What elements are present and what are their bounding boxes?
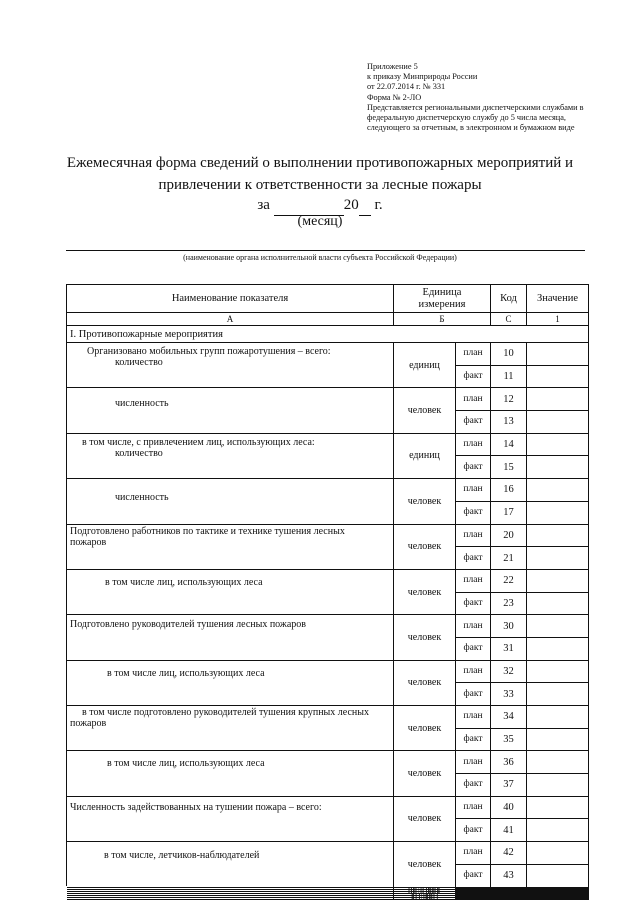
indicator-name-cell	[67, 479, 394, 524]
value-cell-fact[interactable]	[527, 774, 589, 797]
code-cell: 42	[491, 842, 527, 865]
fact-label-cell: факт	[456, 593, 491, 616]
annex-line: от 22.07.2014 г. № 331	[367, 82, 446, 92]
plan-label-cell: план	[456, 661, 491, 684]
indicator-name-line: в том числе, летчиков-наблюдателей	[104, 850, 260, 862]
code-cell: 36	[491, 751, 527, 774]
indicator-name-line: в том числе подготовлено руководителей тушения крупных лесных	[82, 707, 369, 718]
fact-label-cell: факт	[456, 638, 491, 661]
annex-line: к приказу Минприроды России	[367, 72, 478, 82]
indicator-name-cell	[67, 525, 394, 570]
period-year: 20	[343, 197, 359, 213]
indicators-table	[66, 284, 589, 886]
indicator-name-line: Подготовлено работников по тактике и технике тушения лесных	[70, 525, 345, 537]
value-cell-plan[interactable]	[527, 842, 589, 865]
fact-label-cell: факт	[456, 819, 491, 842]
fact-label-cell: факт	[456, 683, 491, 706]
plan-label-cell: план	[456, 797, 491, 820]
value-cell-plan[interactable]	[527, 479, 589, 502]
value-cell-plan[interactable]	[527, 661, 589, 684]
unit-cell: человек	[394, 706, 456, 751]
fact-label-cell	[456, 899, 491, 900]
code-cell: 33	[491, 683, 527, 706]
form-title-line-1: Ежемесячная форма сведений о выполнении противопожарных мероприятий и	[66, 155, 574, 171]
code-cell: 31	[491, 638, 527, 661]
fact-label-cell: факт	[456, 865, 491, 888]
indicator-name-line: в том числе лиц, использующих леса	[107, 758, 265, 770]
unit-cell: человек	[394, 525, 456, 570]
value-cell-plan[interactable]	[527, 797, 589, 820]
indicator-name-cell	[67, 388, 394, 433]
indicator-name-cell	[67, 343, 394, 388]
indicator-name-cell	[67, 842, 394, 887]
indicator-name-line: численность	[115, 492, 169, 504]
value-cell-fact[interactable]	[527, 899, 589, 900]
indicator-name-line: Численность задействованных на тушении пожара – всего:	[70, 801, 322, 813]
code-cell: 10	[491, 343, 527, 366]
value-cell-plan[interactable]	[527, 525, 589, 548]
period-suffix: г.	[374, 197, 383, 213]
indicator-name-cell	[67, 797, 394, 842]
code-cell: 30	[491, 615, 527, 638]
code-cell: 13	[491, 411, 527, 434]
section-title: I. Противопожарные мероприятия	[67, 326, 589, 343]
value-cell-fact[interactable]	[527, 593, 589, 616]
fact-label-cell: факт	[456, 456, 491, 479]
annex-line: Приложение 5	[367, 62, 418, 71]
plan-label-cell: план	[456, 842, 491, 865]
value-cell-plan[interactable]	[527, 751, 589, 774]
fact-label-cell: факт	[456, 502, 491, 525]
plan-label-cell: план	[456, 434, 491, 457]
column-letter-value: 1	[527, 313, 589, 326]
fact-label-cell: факт	[456, 774, 491, 797]
indicator-name-line: Подготовлено руководителей тушения лесных пожаров	[70, 619, 307, 631]
value-cell-plan[interactable]	[527, 615, 589, 638]
code-cell: 17	[491, 502, 527, 525]
indicator-name-cell	[67, 615, 394, 660]
code-cell: 23	[491, 593, 527, 616]
code-cell: 11	[491, 366, 527, 389]
fact-label-cell: факт	[456, 729, 491, 752]
annex-line: следующего за отчетным, в электронном и бумажном виде	[367, 123, 575, 133]
plan-label-cell: план	[456, 388, 491, 411]
period-prefix: за	[257, 197, 270, 213]
code-cell: 16	[491, 479, 527, 502]
code-cell: 34	[491, 706, 527, 729]
indicator-name-line: Организовано мобильных групп пожаротушения – всего:	[87, 346, 331, 357]
unit-cell: человек	[394, 615, 456, 660]
form-title-line-2: привлечении к ответственности за лесные пожары	[158, 177, 482, 193]
indicator-name-line: численность	[115, 398, 169, 410]
header-value: Значение	[527, 285, 589, 313]
code-cell: 43	[491, 865, 527, 888]
code-cell: 40	[491, 797, 527, 820]
column-letter-code: С	[491, 313, 527, 326]
unit-cell: человек	[394, 797, 456, 842]
code-cell: 12	[491, 388, 527, 411]
code-cell: 15	[491, 456, 527, 479]
indicator-name-cell	[67, 570, 394, 615]
value-cell-fact[interactable]	[527, 683, 589, 706]
annex-line: Представляется региональными диспетчерскими службами в	[367, 102, 584, 112]
value-cell-fact[interactable]	[527, 729, 589, 752]
header-unit: Единица измерения	[394, 285, 491, 313]
fact-label-cell: факт	[456, 366, 491, 389]
unit-cell: единиц	[394, 343, 456, 388]
value-cell-plan[interactable]	[527, 434, 589, 457]
value-cell-fact[interactable]	[527, 819, 589, 842]
indicator-name-line: в том числе, с привлечением лиц, использующих леса:	[82, 436, 315, 448]
indicator-name-line: в том числе лиц, использующих леса	[105, 576, 263, 588]
code-cell: 14	[491, 434, 527, 457]
indicator-name-line: пожаров	[70, 536, 107, 548]
indicator-name-line: пожаров	[70, 718, 107, 729]
code-cell: 21	[491, 547, 527, 570]
unit-cell: человек	[394, 842, 456, 887]
plan-label-cell: план	[456, 706, 491, 729]
value-cell-fact[interactable]	[527, 411, 589, 434]
annex-block	[367, 62, 584, 133]
plan-label-cell: план	[456, 343, 491, 366]
unit-cell	[394, 898, 456, 900]
code-cell: 35	[491, 729, 527, 752]
indicator-name-line: количество	[115, 447, 163, 459]
unit-cell: человек	[394, 661, 456, 706]
column-letter-name: А	[67, 313, 394, 326]
annex-line: федеральную диспетчерскую службу до 5 числа месяца,	[367, 113, 566, 123]
indicator-name-cell	[67, 434, 394, 479]
value-cell-fact[interactable]	[527, 456, 589, 479]
plan-label-cell: план	[456, 751, 491, 774]
column-letter-unit: Б	[394, 313, 491, 326]
unit-cell: человек	[394, 479, 456, 524]
indicator-name-cell	[67, 706, 394, 751]
unit-cell: человек	[394, 751, 456, 796]
value-cell-fact[interactable]	[527, 366, 589, 389]
plan-label-cell: план	[456, 615, 491, 638]
unit-cell: человек	[394, 388, 456, 433]
code-cell: 20	[491, 525, 527, 548]
form-title	[0, 152, 640, 196]
plan-label-cell: план	[456, 570, 491, 593]
code-cell	[491, 899, 527, 900]
value-cell-plan[interactable]	[527, 388, 589, 411]
unit-cell: единиц	[394, 434, 456, 479]
code-cell: 22	[491, 570, 527, 593]
indicator-name-cell	[67, 661, 394, 706]
organization-caption: (наименование органа исполнительной власти субъекта Российской Федерации)	[183, 253, 457, 262]
code-cell: 32	[491, 661, 527, 684]
value-cell-plan[interactable]	[527, 343, 589, 366]
value-cell-fact[interactable]	[527, 638, 589, 661]
header-name: Наименование показателя	[67, 285, 394, 313]
annex-line: Форма № 2-ЛО	[367, 92, 422, 102]
unit-cell: человек	[394, 570, 456, 615]
code-cell: 37	[491, 774, 527, 797]
header-code: Код	[491, 285, 527, 313]
value-cell-fact[interactable]	[527, 502, 589, 525]
fact-label-cell: факт	[456, 411, 491, 434]
indicator-name-cell	[67, 751, 394, 796]
plan-label-cell: план	[456, 525, 491, 548]
indicator-name-line: количество	[115, 357, 163, 368]
organization-name-line[interactable]	[66, 250, 585, 251]
code-cell: 41	[491, 819, 527, 842]
value-cell-plan[interactable]	[527, 706, 589, 729]
value-cell-fact[interactable]	[527, 865, 589, 888]
month-label: (месяц)	[297, 214, 343, 229]
fact-label-cell: факт	[456, 547, 491, 570]
indicator-name-line: в том числе лиц, использующих леса	[107, 667, 265, 679]
value-cell-fact[interactable]	[527, 547, 589, 570]
value-cell-plan[interactable]	[527, 570, 589, 593]
indicator-name-cell	[67, 898, 394, 900]
plan-label-cell: план	[456, 479, 491, 502]
